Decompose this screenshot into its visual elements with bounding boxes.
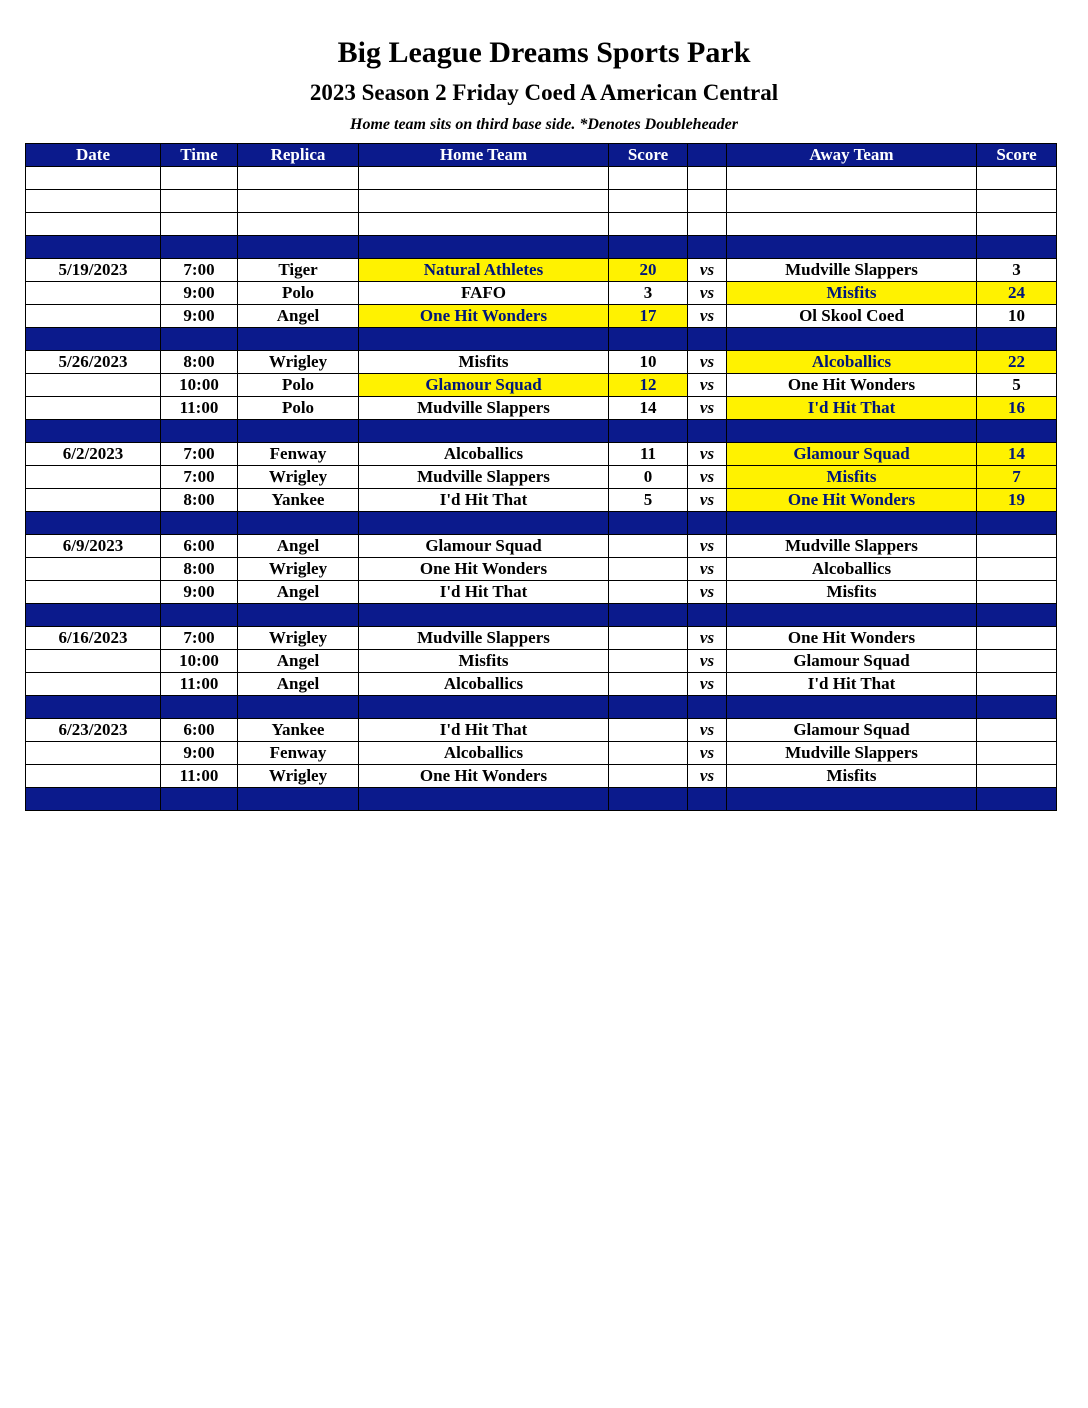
game-time: 11:00	[161, 673, 238, 696]
home-team: I'd Hit That	[359, 581, 609, 604]
game-date	[26, 558, 161, 581]
game-row	[26, 627, 1057, 650]
home-team: Alcoballics	[359, 443, 609, 466]
away-team: Glamour Squad	[727, 650, 977, 673]
home-team: FAFO	[359, 282, 609, 305]
game-date	[26, 742, 161, 765]
vs-label: vs	[688, 581, 727, 604]
away-team: Misfits	[727, 466, 977, 489]
game-time: 8:00	[161, 351, 238, 374]
blank-row	[26, 213, 1057, 236]
away-score: 19	[977, 489, 1057, 512]
game-row	[26, 535, 1057, 558]
home-team: Glamour Squad	[359, 374, 609, 397]
home-team: Mudville Slappers	[359, 397, 609, 420]
game-time: 7:00	[161, 466, 238, 489]
game-date	[26, 765, 161, 788]
away-team: One Hit Wonders	[727, 489, 977, 512]
game-date: 6/16/2023	[26, 627, 161, 650]
vs-label: vs	[688, 397, 727, 420]
home-team: Misfits	[359, 351, 609, 374]
home-team: Glamour Squad	[359, 535, 609, 558]
away-team: Alcoballics	[727, 351, 977, 374]
game-row	[26, 443, 1057, 466]
away-team: Alcoballics	[727, 558, 977, 581]
table-header-row	[26, 144, 1057, 167]
home-score	[609, 765, 688, 788]
game-row	[26, 305, 1057, 328]
separator-cell	[238, 328, 359, 351]
vs-label: vs	[688, 765, 727, 788]
col-header-time: Time	[161, 144, 238, 167]
vs-label: vs	[688, 466, 727, 489]
game-field: Wrigley	[238, 351, 359, 374]
game-row	[26, 397, 1057, 420]
col-header-vs	[688, 144, 727, 167]
separator-cell	[238, 420, 359, 443]
col-header-replica: Replica	[238, 144, 359, 167]
away-score	[977, 558, 1057, 581]
separator-cell	[609, 696, 688, 719]
away-team: I'd Hit That	[727, 397, 977, 420]
vs-label: vs	[688, 351, 727, 374]
game-time: 11:00	[161, 397, 238, 420]
away-score: 10	[977, 305, 1057, 328]
separator-cell	[238, 512, 359, 535]
separator-cell	[26, 328, 161, 351]
game-time: 10:00	[161, 374, 238, 397]
home-score	[609, 558, 688, 581]
game-row	[26, 719, 1057, 742]
vs-label: vs	[688, 673, 727, 696]
separator-cell	[977, 788, 1057, 811]
separator-cell	[688, 328, 727, 351]
blank-cell	[26, 190, 161, 213]
home-score	[609, 719, 688, 742]
separator-cell	[977, 328, 1057, 351]
away-score: 5	[977, 374, 1057, 397]
home-score: 10	[609, 351, 688, 374]
blank-cell	[161, 167, 238, 190]
blank-cell	[977, 190, 1057, 213]
game-time: 6:00	[161, 719, 238, 742]
game-field: Polo	[238, 397, 359, 420]
separator-cell	[688, 236, 727, 259]
game-time: 8:00	[161, 489, 238, 512]
away-score	[977, 581, 1057, 604]
separator-cell	[727, 604, 977, 627]
game-field: Wrigley	[238, 466, 359, 489]
separator-cell	[26, 788, 161, 811]
game-row	[26, 581, 1057, 604]
away-team: I'd Hit That	[727, 673, 977, 696]
home-team: Misfits	[359, 650, 609, 673]
separator-cell	[609, 420, 688, 443]
away-score: 14	[977, 443, 1057, 466]
separator-cell	[727, 328, 977, 351]
separator-cell	[977, 696, 1057, 719]
blank-cell	[609, 167, 688, 190]
away-team: Misfits	[727, 581, 977, 604]
game-time: 6:00	[161, 535, 238, 558]
vs-label: vs	[688, 627, 727, 650]
week-separator-row	[26, 420, 1057, 443]
game-row	[26, 259, 1057, 282]
separator-cell	[161, 696, 238, 719]
separator-cell	[688, 696, 727, 719]
separator-cell	[161, 236, 238, 259]
blank-cell	[977, 213, 1057, 236]
blank-cell	[359, 190, 609, 213]
game-field: Wrigley	[238, 765, 359, 788]
home-team: Natural Athletes	[359, 259, 609, 282]
page-note: Home team sits on third base side. *Denotes Doubleheader	[350, 116, 738, 133]
away-score: 7	[977, 466, 1057, 489]
separator-cell	[359, 328, 609, 351]
game-row	[26, 650, 1057, 673]
separator-cell	[977, 236, 1057, 259]
game-date	[26, 282, 161, 305]
home-team: One Hit Wonders	[359, 305, 609, 328]
separator-cell	[727, 696, 977, 719]
separator-cell	[609, 236, 688, 259]
away-score: 16	[977, 397, 1057, 420]
game-field: Angel	[238, 535, 359, 558]
game-date: 5/19/2023	[26, 259, 161, 282]
week-separator-row	[26, 788, 1057, 811]
game-row	[26, 351, 1057, 374]
blank-cell	[688, 190, 727, 213]
separator-cell	[688, 788, 727, 811]
vs-label: vs	[688, 535, 727, 558]
blank-row	[26, 167, 1057, 190]
game-date	[26, 374, 161, 397]
game-date: 5/26/2023	[26, 351, 161, 374]
game-field: Angel	[238, 581, 359, 604]
blank-cell	[359, 213, 609, 236]
separator-cell	[977, 604, 1057, 627]
game-time: 11:00	[161, 765, 238, 788]
separator-cell	[359, 420, 609, 443]
home-score	[609, 650, 688, 673]
home-score: 3	[609, 282, 688, 305]
game-field: Wrigley	[238, 627, 359, 650]
separator-cell	[359, 512, 609, 535]
away-team: Mudville Slappers	[727, 535, 977, 558]
blank-cell	[238, 167, 359, 190]
home-team: Alcoballics	[359, 673, 609, 696]
week-separator-row	[26, 604, 1057, 627]
home-score: 12	[609, 374, 688, 397]
separator-cell	[688, 512, 727, 535]
blank-cell	[238, 213, 359, 236]
game-date	[26, 673, 161, 696]
away-score: 3	[977, 259, 1057, 282]
separator-cell	[359, 788, 609, 811]
vs-label: vs	[688, 305, 727, 328]
home-score: 20	[609, 259, 688, 282]
away-score	[977, 535, 1057, 558]
game-time: 9:00	[161, 282, 238, 305]
game-field: Angel	[238, 305, 359, 328]
game-date	[26, 581, 161, 604]
game-field: Tiger	[238, 259, 359, 282]
home-score	[609, 742, 688, 765]
vs-label: vs	[688, 719, 727, 742]
separator-cell	[238, 788, 359, 811]
away-score	[977, 719, 1057, 742]
away-score	[977, 673, 1057, 696]
game-field: Polo	[238, 374, 359, 397]
game-row	[26, 765, 1057, 788]
separator-cell	[26, 696, 161, 719]
separator-cell	[161, 788, 238, 811]
blank-cell	[609, 213, 688, 236]
page-title: Big League Dreams Sports Park	[337, 36, 751, 69]
page-subtitle: 2023 Season 2 Friday Coed A American Central	[309, 80, 779, 105]
game-field: Fenway	[238, 742, 359, 765]
away-score	[977, 650, 1057, 673]
separator-cell	[977, 512, 1057, 535]
game-field: Angel	[238, 673, 359, 696]
home-score: 17	[609, 305, 688, 328]
separator-cell	[688, 420, 727, 443]
vs-label: vs	[688, 259, 727, 282]
separator-cell	[238, 696, 359, 719]
home-score: 0	[609, 466, 688, 489]
away-team: Ol Skool Coed	[727, 305, 977, 328]
separator-cell	[727, 420, 977, 443]
game-time: 9:00	[161, 305, 238, 328]
separator-cell	[609, 604, 688, 627]
week-separator-row	[26, 696, 1057, 719]
separator-cell	[26, 236, 161, 259]
game-row	[26, 673, 1057, 696]
separator-cell	[609, 788, 688, 811]
week-separator-row	[26, 512, 1057, 535]
home-team: Alcoballics	[359, 742, 609, 765]
blank-cell	[359, 167, 609, 190]
home-score: 5	[609, 489, 688, 512]
game-date	[26, 489, 161, 512]
col-header-away-score: Score	[977, 144, 1057, 167]
separator-cell	[161, 328, 238, 351]
home-team: One Hit Wonders	[359, 765, 609, 788]
separator-cell	[26, 420, 161, 443]
separator-cell	[161, 420, 238, 443]
blank-cell	[26, 167, 161, 190]
blank-row	[26, 190, 1057, 213]
home-score	[609, 535, 688, 558]
week-separator-row	[26, 328, 1057, 351]
vs-label: vs	[688, 374, 727, 397]
separator-cell	[238, 236, 359, 259]
game-field: Yankee	[238, 719, 359, 742]
away-team: One Hit Wonders	[727, 374, 977, 397]
col-header-home-score: Score	[609, 144, 688, 167]
blank-cell	[727, 190, 977, 213]
separator-cell	[727, 788, 977, 811]
away-score: 22	[977, 351, 1057, 374]
week-separator-row	[26, 236, 1057, 259]
col-header-home-team: Home Team	[359, 144, 609, 167]
vs-label: vs	[688, 558, 727, 581]
game-field: Polo	[238, 282, 359, 305]
game-date: 6/9/2023	[26, 535, 161, 558]
game-date: 6/23/2023	[26, 719, 161, 742]
game-time: 7:00	[161, 443, 238, 466]
vs-label: vs	[688, 489, 727, 512]
separator-cell	[26, 512, 161, 535]
home-team: Mudville Slappers	[359, 627, 609, 650]
home-score: 11	[609, 443, 688, 466]
away-score	[977, 627, 1057, 650]
separator-cell	[359, 696, 609, 719]
game-field: Fenway	[238, 443, 359, 466]
away-team: One Hit Wonders	[727, 627, 977, 650]
home-team: I'd Hit That	[359, 719, 609, 742]
vs-label: vs	[688, 282, 727, 305]
home-team: Mudville Slappers	[359, 466, 609, 489]
game-date	[26, 466, 161, 489]
blank-cell	[688, 213, 727, 236]
away-team: Mudville Slappers	[727, 742, 977, 765]
game-field: Yankee	[238, 489, 359, 512]
game-row	[26, 742, 1057, 765]
col-header-away-team: Away Team	[727, 144, 977, 167]
separator-cell	[359, 604, 609, 627]
schedule-table	[25, 143, 1057, 811]
away-team: Misfits	[727, 765, 977, 788]
blank-cell	[609, 190, 688, 213]
blank-cell	[727, 213, 977, 236]
away-score: 24	[977, 282, 1057, 305]
game-time: 8:00	[161, 558, 238, 581]
game-row	[26, 282, 1057, 305]
away-team: Glamour Squad	[727, 443, 977, 466]
separator-cell	[977, 420, 1057, 443]
game-field: Angel	[238, 650, 359, 673]
game-date	[26, 305, 161, 328]
blank-cell	[26, 213, 161, 236]
game-row	[26, 374, 1057, 397]
away-team: Mudville Slappers	[727, 259, 977, 282]
vs-label: vs	[688, 742, 727, 765]
game-time: 7:00	[161, 259, 238, 282]
separator-cell	[238, 604, 359, 627]
schedule-body	[26, 167, 1057, 811]
away-score	[977, 765, 1057, 788]
vs-label: vs	[688, 443, 727, 466]
away-score	[977, 742, 1057, 765]
col-header-date: Date	[26, 144, 161, 167]
blank-cell	[977, 167, 1057, 190]
separator-cell	[161, 604, 238, 627]
home-score	[609, 581, 688, 604]
game-row	[26, 466, 1057, 489]
game-date	[26, 650, 161, 673]
game-time: 9:00	[161, 742, 238, 765]
game-row	[26, 489, 1057, 512]
vs-label: vs	[688, 650, 727, 673]
home-score: 14	[609, 397, 688, 420]
game-row	[26, 558, 1057, 581]
separator-cell	[688, 604, 727, 627]
separator-cell	[727, 512, 977, 535]
separator-cell	[359, 236, 609, 259]
home-score	[609, 673, 688, 696]
separator-cell	[609, 328, 688, 351]
blank-cell	[161, 213, 238, 236]
home-score	[609, 627, 688, 650]
home-team: One Hit Wonders	[359, 558, 609, 581]
game-time: 10:00	[161, 650, 238, 673]
game-field: Wrigley	[238, 558, 359, 581]
game-date: 6/2/2023	[26, 443, 161, 466]
blank-cell	[688, 167, 727, 190]
away-team: Misfits	[727, 282, 977, 305]
away-team: Glamour Squad	[727, 719, 977, 742]
game-time: 7:00	[161, 627, 238, 650]
home-team: I'd Hit That	[359, 489, 609, 512]
game-time: 9:00	[161, 581, 238, 604]
separator-cell	[609, 512, 688, 535]
blank-cell	[727, 167, 977, 190]
separator-cell	[26, 604, 161, 627]
game-date	[26, 397, 161, 420]
separator-cell	[727, 236, 977, 259]
separator-cell	[161, 512, 238, 535]
blank-cell	[161, 190, 238, 213]
blank-cell	[238, 190, 359, 213]
